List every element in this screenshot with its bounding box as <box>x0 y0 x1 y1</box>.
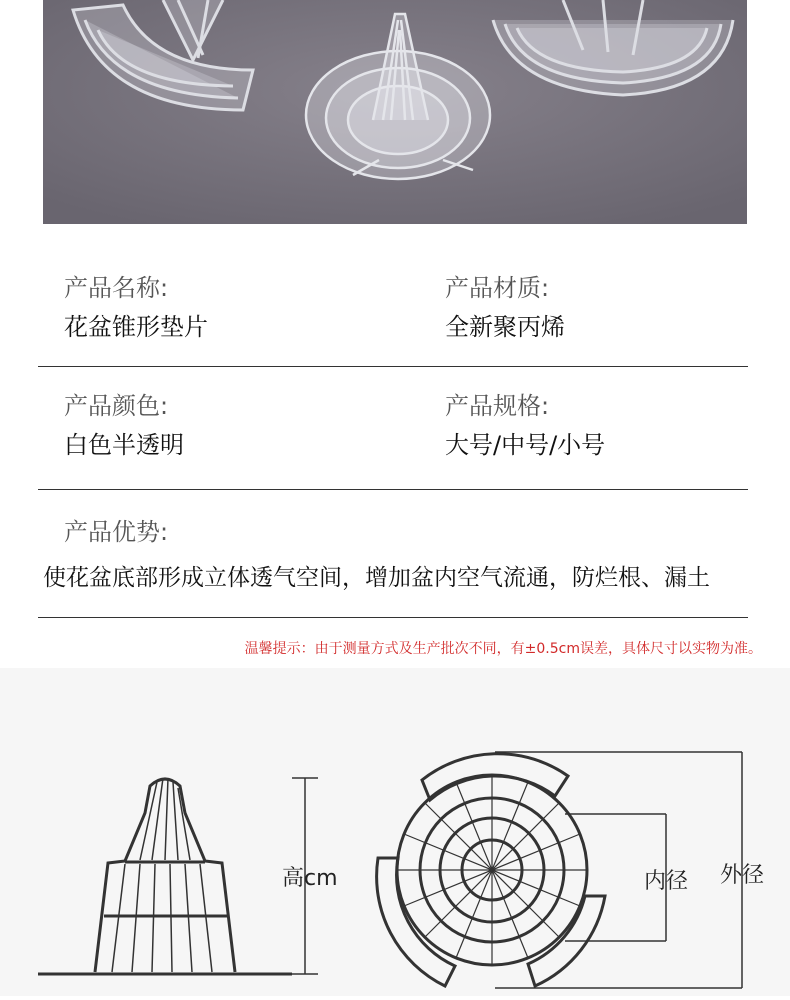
product-size-label: 产品规格: <box>445 392 550 420</box>
divider <box>38 617 748 618</box>
product-color-value: 白色半透明 <box>64 431 184 459</box>
height-label: 高cm <box>282 866 338 891</box>
product-photo <box>43 0 747 224</box>
cone-spacers-image <box>43 0 747 224</box>
product-name-label: 产品名称: <box>64 274 169 302</box>
dimension-diagram <box>0 668 790 996</box>
diagram-drawing <box>0 668 790 996</box>
divider <box>38 489 748 490</box>
product-color-label: 产品颜色: <box>64 392 169 420</box>
product-material-label: 产品材质: <box>445 274 550 302</box>
product-advantage-value: 使花盆底部形成立体透气空间，增加盆内空气流通，防烂根、漏土 <box>43 565 710 591</box>
product-name-value: 花盆锥形垫片 <box>64 313 208 341</box>
outer-diameter-label: 外径 <box>720 863 765 888</box>
inner-diameter-label: 内径 <box>644 869 689 894</box>
divider <box>38 366 748 367</box>
product-material-value: 全新聚丙烯 <box>445 313 565 341</box>
product-advantage-label: 产品优势: <box>64 518 169 546</box>
product-size-value: 大号/中号/小号 <box>445 431 606 459</box>
measurement-tip: 温馨提示：由于测量方式及生产批次不同，有±0.5cm误差，具体尺寸以实物为准。 <box>244 641 762 657</box>
